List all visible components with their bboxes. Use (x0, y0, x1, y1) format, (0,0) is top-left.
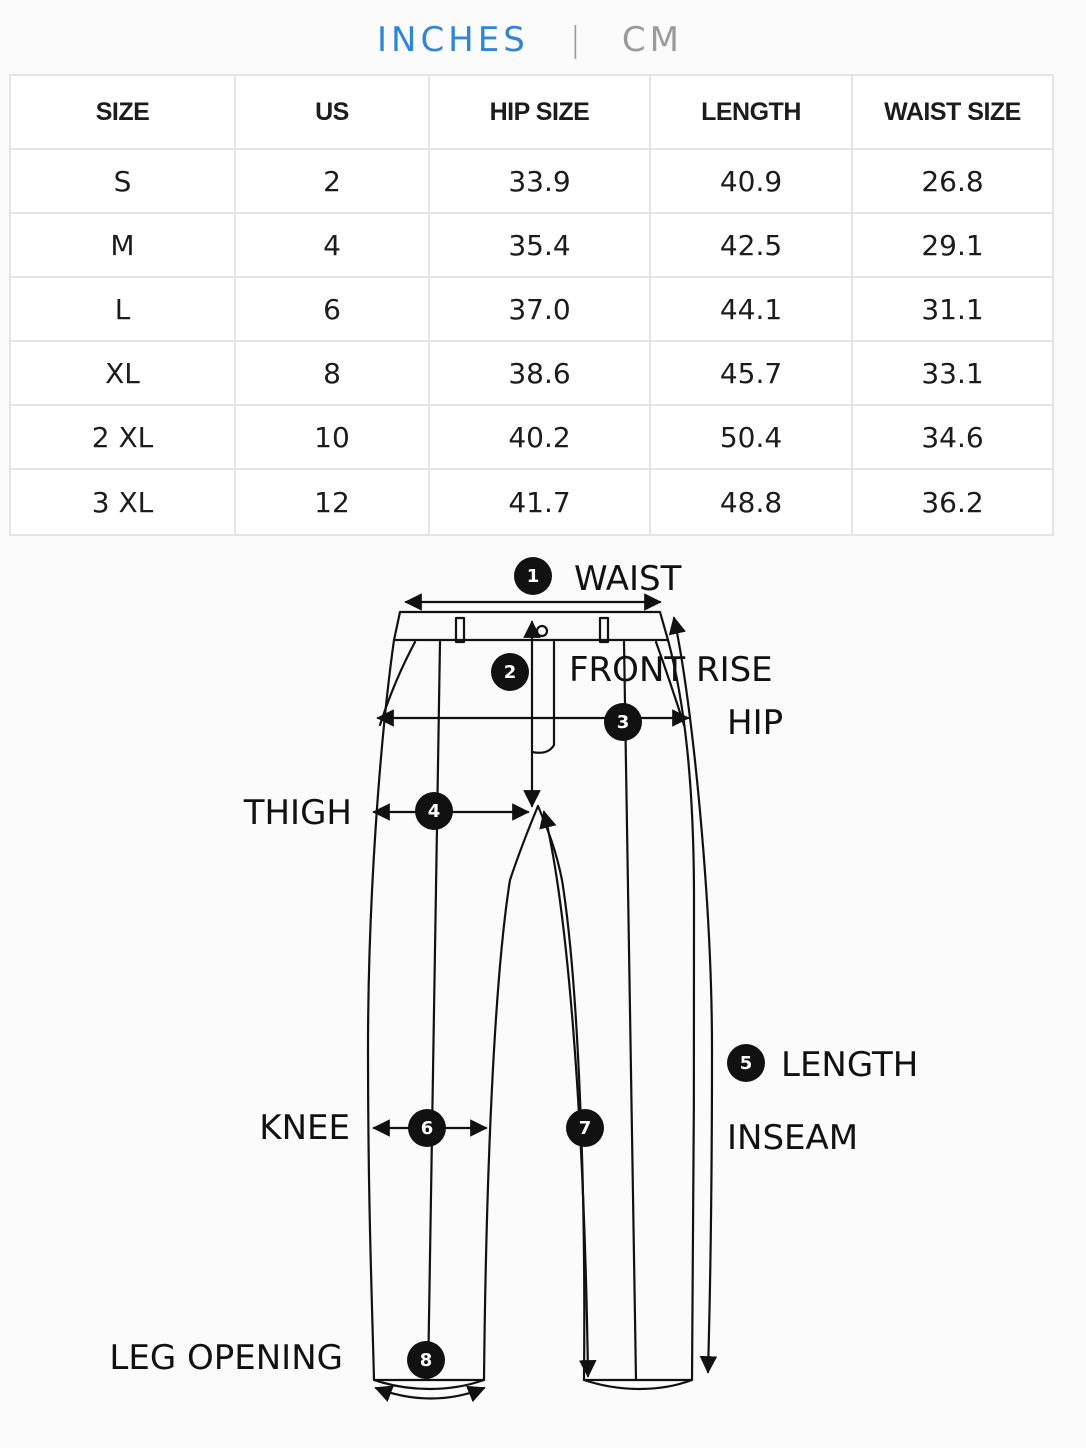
cell-hip-size: 33.9 (429, 149, 650, 213)
table-row (10, 213, 1053, 277)
right-hem (584, 1380, 692, 1389)
cell-length: 44.1 (650, 277, 852, 341)
table-row (10, 341, 1053, 405)
cell-us: 6 (235, 277, 429, 341)
cell-waist-size: 29.1 (852, 213, 1053, 277)
marker-3 (604, 703, 642, 741)
tab-inches[interactable]: INCHES (376, 19, 529, 60)
svg-text:7: 7 (578, 1118, 592, 1139)
cell-size: S (10, 149, 235, 213)
cell-size: XL (10, 341, 235, 405)
svg-text:5: 5 (739, 1053, 753, 1074)
marker-4 (415, 792, 453, 830)
cell-us: 4 (235, 213, 429, 277)
size-chart-table (9, 74, 1054, 536)
marker-1 (514, 557, 552, 595)
cell-hip-size: 35.4 (429, 213, 650, 277)
cell-waist-size: 33.1 (852, 341, 1053, 405)
svg-text:2: 2 (503, 662, 517, 683)
label-knee: KNEE (259, 1108, 350, 1148)
unit-toggle (0, 18, 1060, 60)
cell-hip-size: 41.7 (429, 469, 650, 535)
cell-length: 45.7 (650, 341, 852, 405)
svg-text:6: 6 (420, 1118, 434, 1139)
cell-waist-size: 34.6 (852, 405, 1053, 469)
left-crease (428, 642, 440, 1380)
left-pocket (380, 642, 415, 725)
inseam-arrow (544, 812, 588, 1376)
cell-hip-size: 38.6 (429, 341, 650, 405)
label-leg-opening: LEG OPENING (109, 1338, 343, 1378)
svg-text:4: 4 (427, 801, 441, 822)
label-waist: WAIST (574, 559, 682, 599)
label-thigh: THIGH (243, 793, 352, 833)
marker-8 (407, 1341, 445, 1379)
marker-6 (408, 1109, 446, 1147)
cell-size: M (10, 213, 235, 277)
column-header-us: US (235, 75, 429, 149)
svg-text:8: 8 (419, 1350, 433, 1371)
label-length: LENGTH (781, 1045, 919, 1085)
cell-waist-size: 36.2 (852, 469, 1053, 535)
cell-us: 2 (235, 149, 429, 213)
cell-waist-size: 31.1 (852, 277, 1053, 341)
column-header-waist-size: WAIST SIZE (852, 75, 1053, 149)
left-hem (374, 1380, 484, 1389)
tab-cm[interactable]: CM (621, 19, 683, 60)
marker-2 (491, 653, 529, 691)
marker-5 (727, 1044, 765, 1082)
svg-text:3: 3 (616, 712, 630, 733)
cell-us: 8 (235, 341, 429, 405)
table-row (10, 277, 1053, 341)
cell-us: 12 (235, 469, 429, 535)
table-row (10, 149, 1053, 213)
column-header-size: SIZE (10, 75, 235, 149)
pants-measurement-diagram (0, 540, 1086, 1448)
right-crease (624, 642, 636, 1380)
cell-length: 48.8 (650, 469, 852, 535)
pants-button (537, 626, 547, 636)
cell-size: 3 XL (10, 469, 235, 535)
svg-text:1: 1 (526, 566, 540, 587)
cell-length: 50.4 (650, 405, 852, 469)
tab-separator: | (569, 19, 582, 60)
table-row (10, 405, 1053, 469)
cell-length: 42.5 (650, 213, 852, 277)
cell-length: 40.9 (650, 149, 852, 213)
marker-7 (566, 1109, 604, 1147)
belt-loop-right (600, 618, 608, 642)
label-hip: HIP (727, 703, 784, 743)
cell-size: 2 XL (10, 405, 235, 469)
column-header-length: LENGTH (650, 75, 852, 149)
label-front-rise: FRONT RISE (569, 650, 773, 690)
column-header-hip-size: HIP SIZE (429, 75, 650, 149)
table-row (10, 469, 1053, 535)
belt-loop-left (456, 618, 464, 642)
cell-size: L (10, 277, 235, 341)
table-header-row (10, 75, 1053, 149)
cell-hip-size: 37.0 (429, 277, 650, 341)
fly-seam (532, 642, 554, 753)
cell-hip-size: 40.2 (429, 405, 650, 469)
cell-waist-size: 26.8 (852, 149, 1053, 213)
label-inseam: INSEAM (727, 1118, 859, 1158)
cell-us: 10 (235, 405, 429, 469)
